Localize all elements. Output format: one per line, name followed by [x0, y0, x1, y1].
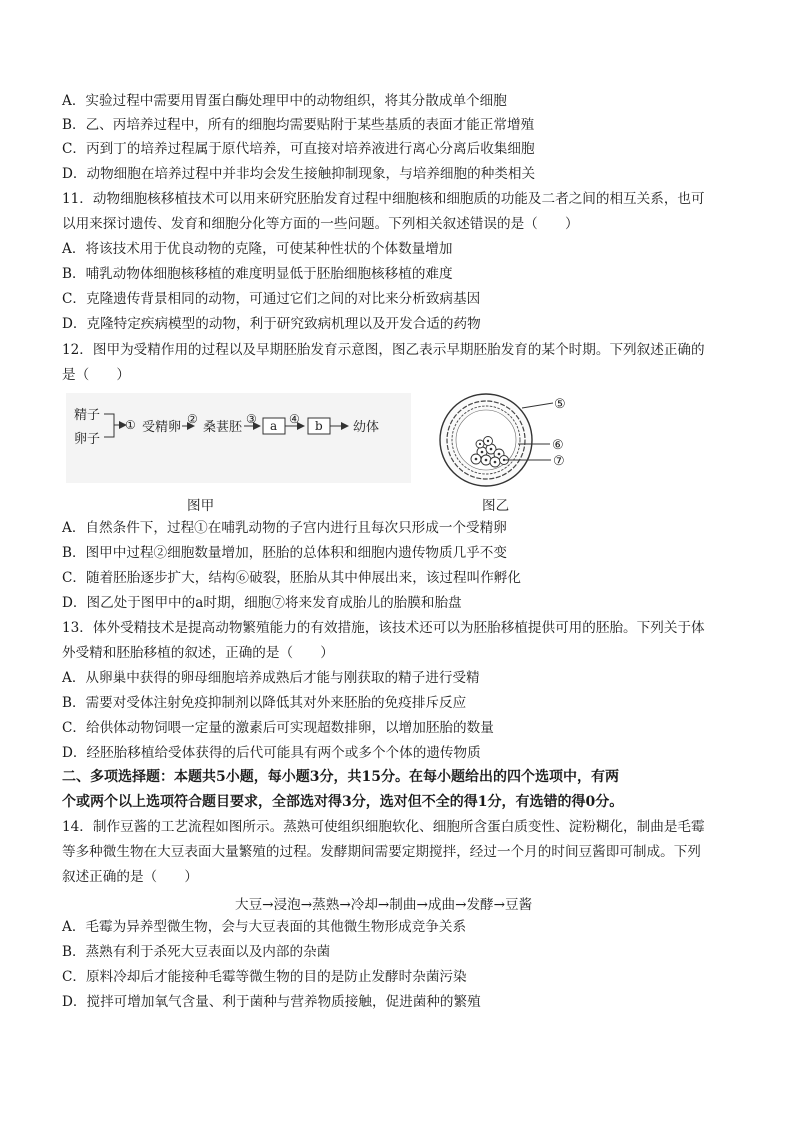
- q11-stem-line1: 11．动物细胞核移植技术可以用来研究胚胎发育过程中细胞核和细胞质的功能及二者之间的相互关系，也可: [62, 191, 705, 207]
- q11-option-b: B．哺乳动物体细胞核移植的难度明显低于胚胎细胞核移植的难度: [62, 266, 453, 282]
- q12-stem-line1: 12．图甲为受精作用的过程以及早期胚胎发育示意图，图乙表示早期胚胎发育的某个时期。下列叙述正确的: [62, 342, 705, 358]
- fig-a-box-a-label: a: [270, 419, 278, 433]
- q12-stem-line2: 是（ ）: [62, 367, 130, 383]
- q10-option-a: A．实验过程中需要用胃蛋白酶处理甲中的动物组织，将其分散成单个细胞: [62, 93, 507, 109]
- q11-option-d: D．克隆特定疾病模型的动物，利于研究致病机理以及开发合适的药物: [62, 316, 481, 332]
- q14-stem-line2: 等多种微生物在大豆表面大量繁殖的过程。发酵期间需要定期搅拌，经过一个月的时间豆酱即可制成。下列: [62, 844, 701, 860]
- q12-option-c: C．随着胚胎逐步扩大，结构⑥破裂，胚胎从其中伸展出来，该过程叫作孵化: [62, 570, 521, 586]
- fig-a-morula: 桑葚胚: [203, 420, 243, 435]
- q14-stem-line3: 叙述正确的是（ ）: [62, 869, 198, 885]
- q10-option-c: C．丙到丁的培养过程属于原代培养，可直接对培养液进行离心分离后收集细胞: [62, 141, 535, 157]
- fig-b-label-6: ⑥: [552, 438, 564, 453]
- section2-heading-line2: 个或两个以上选项符合题目要求，全部选对得3分，选对但不全的得1分，有选错的得0分。: [62, 794, 624, 810]
- fig-a-step3: ③: [246, 412, 257, 426]
- q14-option-d: D．搅拌可增加氧气含量、利于菌种与营养物质接触，促进菌种的繁殖: [62, 994, 481, 1010]
- figure-b-caption: 图乙: [482, 498, 510, 514]
- q12-option-b: B．图甲中过程②细胞数量增加，胚胎的总体积和细胞内遗传物质几乎不变: [62, 545, 507, 561]
- section2-heading-line1: 二、多项选择题：本题共5小题，每小题3分，共15分。在每小题给出的四个选项中，有两: [62, 769, 619, 785]
- q13-option-b: B．需要对受体注射免疫抑制剂以降低其对外来胚胎的免疫排斥反应: [62, 695, 467, 711]
- fig-a-zygote: 受精卵: [142, 420, 182, 435]
- q14-option-b: B．蒸熟有利于杀死大豆表面以及内部的杂菌: [62, 944, 331, 960]
- fig-b-label-7: ⑦: [553, 454, 565, 469]
- q13-stem-line2: 外受精和胚胎移植的叙述，正确的是（ ）: [62, 645, 334, 661]
- q14-option-a: A．毛霉为异养型微生物，会与大豆表面的其他微生物形成竞争关系: [62, 919, 467, 935]
- q11-option-a: A．将该技术用于优良动物的克隆，可使某种性状的个体数量增加: [62, 241, 453, 257]
- figure-a-caption: 图甲: [187, 498, 215, 514]
- fig-a-box-b-label: b: [315, 419, 323, 433]
- q12-option-a: A．自然条件下，过程①在哺乳动物的子宫内进行且每次只形成一个受精卵: [62, 520, 507, 536]
- q11-option-c: C．克隆遗传背景相同的动物，可通过它们之间的对比来分析致病基因: [62, 291, 481, 307]
- q10-option-d: D．动物细胞在培养过程中并非均会发生接触抑制现象，与培养细胞的种类相关: [62, 166, 536, 182]
- fig-b-label-5: ⑤: [554, 397, 566, 412]
- q14-stem-line1: 14．制作豆酱的工艺流程如图所示。蒸熟可使组织细胞软化、细胞所含蛋白质变性、淀粉糊化，制曲是毛霉: [62, 819, 705, 835]
- q12-option-d: D．图乙处于图甲中的a时期，细胞⑦将来发育成胎儿的胎膜和胎盘: [62, 595, 462, 611]
- fig-a-step4: ④: [289, 412, 300, 426]
- fig-a-step2: ②: [187, 412, 198, 426]
- figure-b-blastocyst: [438, 392, 578, 492]
- fig-a-result: 幼体: [353, 420, 380, 435]
- q10-option-b: B．乙、丙培养过程中，所有的细胞均需要贴附于某些基质的表面才能正常增殖: [62, 117, 535, 133]
- q13-option-d: D．经胚胎移植给受体获得的后代可能具有两个或多个个体的遗传物质: [62, 745, 481, 761]
- q11-stem-line2: 以用来探讨遗传、发育和细胞分化等方面的一些问题。下列相关叙述错误的是（ ）: [62, 216, 579, 232]
- q14-process-flow: 大豆→浸泡→蒸熟→冷却→制曲→成曲→发酵→豆酱: [235, 897, 533, 913]
- q13-option-c: C．给供体动物饲喂一定量的激素后可实现超数排卵，以增加胚胎的数量: [62, 720, 494, 736]
- q14-option-c: C．原料冷却后才能接种毛霉等微生物的目的是防止发酵时杂菌污染: [62, 969, 467, 985]
- q13-option-a: A．从卵巢中获得的卵母细胞培养成熟后才能与刚获取的精子进行受精: [62, 670, 480, 686]
- figure-a-diagram: [66, 393, 411, 483]
- q13-stem-line1: 13．体外受精技术是提高动物繁殖能力的有效措施，该技术还可以为胚胎移植提供可用的胚胎。下列关于体: [62, 620, 705, 636]
- fig-a-egg: 卵子: [74, 432, 101, 447]
- fig-a-sperm: 精子: [74, 408, 101, 423]
- fig-a-step1: ①: [125, 418, 136, 432]
